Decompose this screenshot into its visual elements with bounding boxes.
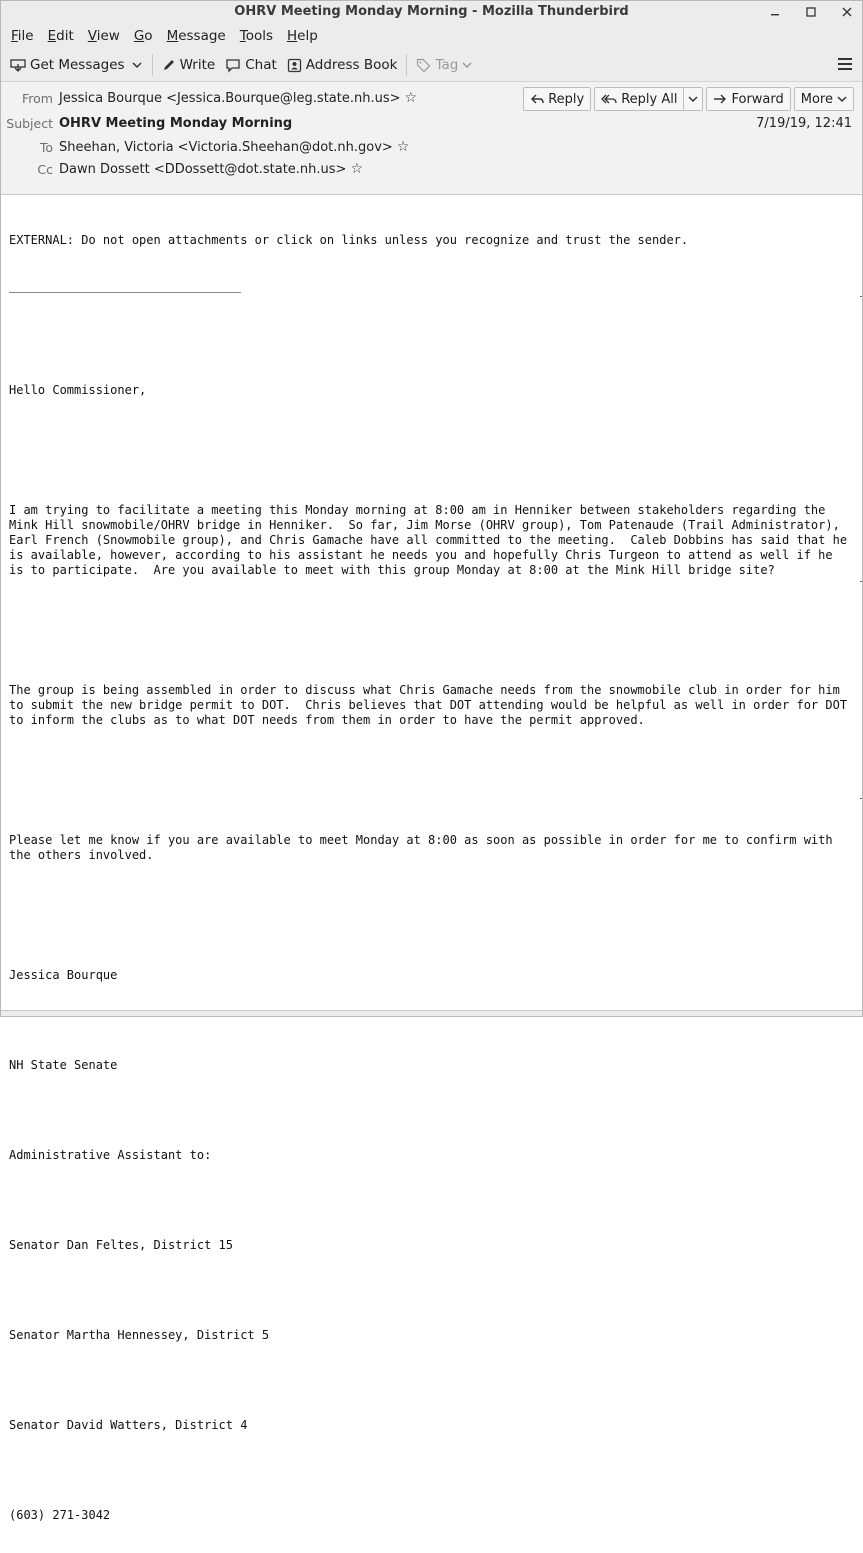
signature-name: Jessica Bourque (9, 968, 118, 982)
signature-senator-1: Senator Dan Feltes, District 15 (9, 1238, 233, 1252)
menu-go[interactable]: Go (133, 28, 153, 44)
app-menu-button[interactable] (838, 56, 852, 70)
spacer (9, 428, 854, 473)
get-messages-button[interactable] (5, 54, 130, 76)
spacer (9, 1463, 854, 1478)
tag-icon (416, 58, 431, 72)
window-title: OHRV Meeting Monday Morning - Mozilla Thunderbird (234, 4, 629, 19)
maximize-button[interactable] (802, 3, 820, 21)
message-body (1, 195, 862, 1553)
spacer (9, 1193, 854, 1208)
chevron-down-icon (688, 95, 698, 103)
spacer (9, 1373, 854, 1388)
message-header (1, 82, 862, 195)
star-icon[interactable]: ☆ (404, 90, 418, 106)
reply-icon (530, 93, 544, 105)
toolbar-separator (406, 54, 407, 76)
forward-arrow-icon (713, 93, 727, 105)
menu-tools[interactable]: Tools (239, 28, 274, 44)
star-icon[interactable]: ☆ (350, 161, 363, 177)
reply-all-dropdown[interactable] (683, 87, 703, 111)
menu-view[interactable]: View (87, 28, 120, 44)
minimize-button[interactable] (766, 3, 784, 21)
cc-row (1, 159, 363, 179)
more-label: More (800, 91, 833, 107)
star-icon[interactable]: ☆ (396, 139, 410, 155)
hamburger-icon-bar (838, 63, 852, 65)
chevron-down-icon (462, 61, 472, 69)
address-book-icon (287, 58, 302, 73)
reply-all-icon (601, 93, 617, 105)
hamburger-icon-bar (838, 68, 852, 70)
menu-bar (1, 23, 862, 49)
divider (9, 292, 241, 293)
get-messages-dropdown[interactable] (130, 61, 148, 69)
spacer (9, 893, 854, 938)
reply-all-button[interactable] (594, 87, 683, 111)
main-toolbar (1, 49, 862, 82)
tag-label: Tag (435, 57, 459, 73)
tag-button[interactable] (411, 54, 477, 76)
spacer (9, 323, 854, 353)
from-row (1, 88, 417, 108)
chat-icon (225, 58, 241, 72)
to-row (1, 137, 409, 157)
reply-all-label: Reply All (621, 91, 678, 107)
to-value[interactable]: Sheehan, Victoria <Victoria.Sheehan@dot.nh.gov> (59, 139, 393, 155)
signature-senator-2: Senator Martha Hennessey, District 5 (9, 1328, 270, 1342)
address-book-label: Address Book (305, 57, 398, 73)
paragraph-3: Please let me know if you are available to meet Monday at 8:00 as soon as possible in order for me to confirm with the others involved. (9, 833, 833, 862)
close-icon (842, 7, 852, 17)
paragraph-2: The group is being assembled in order to discuss what Chris Gamache needs from the snowmobile club in order for him to submit the new bridge permit to DOT. Chris believes that DOT attending would be helpful as well in order for DOT to inform the clubs as to what DOT needs from them in order to have the permit approved. (9, 683, 848, 727)
paragraph-1: I am trying to facilitate a meeting this Monday morning at 8:00 am in Henniker between stakeholders regarding the Mink Hill snowmobile/OHRV bridge in Henniker. So far, Jim Morse (OHRV group), Tom Patenaude (Trail Administrator), Earl French (Snowmobile group), and Chris Gamache have all committed to the meeting. Caleb Dobbins has said that he is available, however, according to his assistant he needs you and hopefully Chris Turgeon to attend as well if he is to participate. Are you available to meet with this group Monday at 8:00 at the Mink Hill bridge site? (9, 503, 848, 577)
reply-button[interactable] (523, 87, 591, 111)
title-bar (1, 1, 862, 23)
signature-org: NH State Senate (9, 1058, 118, 1072)
spacer (9, 1103, 854, 1118)
pencil-icon (162, 58, 176, 72)
cc-label: Cc (37, 161, 53, 177)
spacer (9, 608, 854, 653)
message-date: 7/19/19, 12:41 (756, 116, 852, 131)
get-messages-label: Get Messages (30, 57, 125, 73)
write-button[interactable] (157, 54, 221, 76)
spacer (9, 1283, 854, 1298)
chevron-down-icon (132, 61, 142, 69)
chevron-down-icon (837, 95, 847, 103)
hamburger-icon-bar (838, 58, 852, 60)
chat-button[interactable] (220, 54, 282, 76)
to-label: To (39, 139, 53, 155)
maximize-icon (806, 7, 816, 17)
forward-button[interactable] (706, 87, 790, 111)
signature-senator-3: Senator David Watters, District 4 (9, 1418, 248, 1432)
chat-label: Chat (245, 57, 277, 73)
subject-value: OHRV Meeting Monday Morning (59, 115, 293, 131)
menu-edit[interactable]: Edit (47, 28, 74, 44)
forward-label: Forward (731, 91, 784, 107)
menu-message[interactable]: Message (166, 28, 226, 44)
cc-value[interactable]: Dawn Dossett <DDossett@dot.state.nh.us> (59, 161, 347, 177)
signature-title: Administrative Assistant to: (9, 1148, 212, 1162)
reply-all-group (594, 87, 703, 111)
more-button[interactable] (794, 87, 854, 111)
scroll-tick (860, 798, 862, 799)
scroll-tick (860, 296, 862, 297)
write-label: Write (179, 57, 216, 73)
status-bar (1, 1010, 862, 1016)
minimize-icon (770, 7, 780, 17)
reply-label: Reply (548, 91, 585, 107)
get-messages-icon (10, 58, 26, 72)
menu-file[interactable]: File (11, 28, 34, 44)
greeting: Hello Commissioner, (9, 383, 147, 397)
from-label: From (22, 90, 53, 106)
window-controls (766, 1, 856, 23)
subject-row (1, 113, 292, 133)
toolbar-separator (152, 54, 153, 76)
close-button[interactable] (838, 3, 856, 21)
external-warning: EXTERNAL: Do not open attachments or click on links unless you recognize and trust the sender. (9, 233, 689, 247)
scroll-tick (860, 581, 862, 582)
menu-help[interactable]: Help (287, 28, 318, 44)
subject-label: Subject (6, 115, 53, 131)
signature-phone: (603) 271-3042 (9, 1508, 111, 1522)
address-book-button[interactable] (282, 54, 403, 76)
spacer (9, 758, 854, 803)
header-buttons (523, 87, 854, 111)
from-value[interactable]: Jessica Bourque <Jessica.Bourque@leg.state.nh.us> (59, 90, 401, 106)
